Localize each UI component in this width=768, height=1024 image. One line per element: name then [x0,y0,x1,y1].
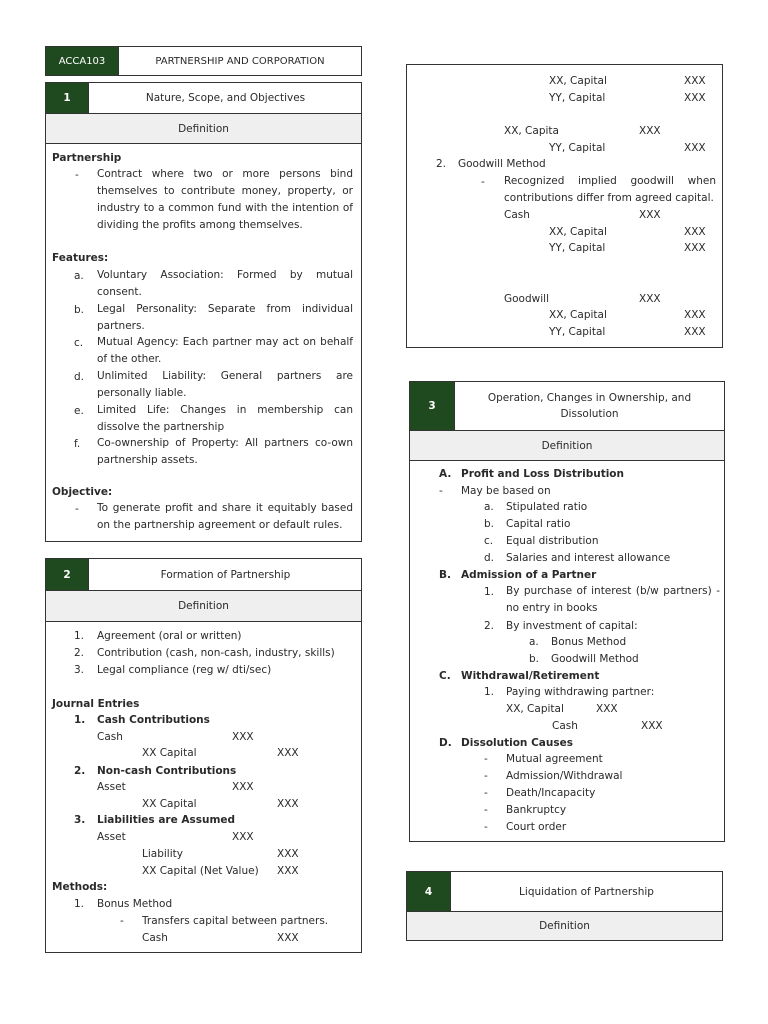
list-marker: b. [529,653,540,665]
journal-account: XX Capital [142,747,197,759]
profit-loss-sub: May be based on [461,485,551,497]
dash-marker: - [75,169,79,181]
list-marker: 1. [74,898,85,910]
journal-amount: XXX [277,747,299,759]
liabilities-heading: Liabilities are Assumed [97,814,236,826]
journal-account: Cash [142,932,168,944]
dash-marker: - [484,753,488,765]
list-marker: D. [439,737,452,749]
definition-header: Definition [46,113,361,144]
dash-marker: - [120,915,124,927]
distribution-item: Stipulated ratio [506,501,588,513]
list-marker: c. [484,535,494,547]
journal-amount: XXX [277,865,299,877]
journal-amount: XXX [684,242,706,254]
definition-header: Definition [46,590,361,622]
methods-continuation [406,64,723,348]
feature-item: Unlimited Liability: General partners are personally liable. [97,370,353,399]
list-marker: 2. [484,620,495,632]
withdrawal-item: Paying withdrawing partner: [506,686,655,698]
objective-text: To generate profit and share it equitably based on the partnership agreement or default rules. [97,502,353,531]
bonus-method: Bonus Method [97,898,173,910]
list-marker: c. [74,337,84,349]
section-2 [45,558,362,953]
journal-account: XX Capital (Net Value) [142,865,259,877]
list-marker: e. [74,405,84,417]
list-marker: d. [484,552,495,564]
journal-account: XX, Capital [506,703,564,715]
list-marker: a. [529,636,539,648]
list-marker: 1. [484,686,495,698]
course-code: ACCA103 [46,47,118,75]
journal-amount: XXX [684,75,706,87]
goodwill-method: Goodwill Method [458,158,546,170]
admission-bonus: Bonus Method [551,636,627,648]
journal-account: Liability [142,848,183,860]
list-marker: b. [484,518,495,530]
feature-item: Mutual Agency: Each partner may act on behalf of the other. [97,336,353,365]
list-marker: d. [74,371,85,383]
journal-amount: XXX [639,293,661,305]
noncash-heading: Non-cash Contributions [97,765,237,777]
feature-item: Voluntary Association: Formed by mutual consent. [97,269,353,298]
journal-amount: XXX [684,142,706,154]
journal-amount: XXX [232,781,254,793]
journal-amount: XXX [684,92,706,104]
journal-account: XX Capital [142,798,197,810]
journal-account: Cash [552,720,578,732]
journal-amount: XXX [596,703,618,715]
dash-marker: - [484,787,488,799]
journal-account: Asset [97,831,126,843]
section-title: Operation, Changes in Ownership, and Dissolution [454,382,724,430]
section-1 [45,82,362,542]
list-marker: 3. [74,664,85,676]
journal-account: XX, Capital [549,309,607,321]
journal-account: Asset [97,781,126,793]
dash-marker: - [484,821,488,833]
definition-header: Definition [410,430,724,461]
profit-loss-heading: Profit and Loss Distribution [461,468,624,480]
list-marker: 1. [74,630,85,642]
section-title: Formation of Partnership [88,559,362,590]
journal-amount: XXX [684,226,706,238]
list-marker: 1. [484,586,495,598]
feature-item: Co-ownership of Property: All partners co-own partnership assets. [97,437,353,466]
journal-amount: XXX [684,309,706,321]
journal-amount: XXX [232,831,254,843]
journal-account: XX, Capital [549,75,607,87]
list-marker: A. [439,468,452,480]
dissolution-item: Court order [506,821,567,833]
journal-amount: XXX [232,731,254,743]
course-header [45,46,362,76]
journal-amount: XXX [639,125,661,137]
list-marker: 3. [74,814,86,826]
course-title: PARTNERSHIP AND CORPORATION [118,47,361,75]
dash-marker: - [481,176,485,188]
dash-marker: - [439,485,443,497]
journal-account: YY, Capital [549,326,606,338]
list-marker: 1. [74,714,86,726]
formation-item: Agreement (oral or written) [97,630,242,642]
journal-amount: XXX [277,848,299,860]
journal-account: XX, Capital [549,226,607,238]
journal-amount: XXX [641,720,663,732]
dissolution-item: Death/Incapacity [506,787,596,799]
journal-amount: XXX [277,798,299,810]
journal-account: Cash [504,209,530,221]
dash-marker: - [484,804,488,816]
definition-header: Definition [407,911,722,940]
features-heading: Features: [52,252,109,264]
dash-marker: - [484,770,488,782]
list-marker: B. [439,569,451,581]
admission-investment: By investment of capital: [506,620,638,632]
partnership-heading: Partnership [52,152,122,164]
goodwill-text: Recognized implied goodwill when contributions differ from agreed capital. [504,175,716,204]
formation-item: Legal compliance (reg w/ dti/sec) [97,664,272,676]
dissolution-item: Admission/Withdrawal [506,770,623,782]
section-title: Nature, Scope, and Objectives [88,83,362,113]
section-title: Liquidation of Partnership [450,872,722,911]
section-4 [406,871,723,941]
distribution-item: Equal distribution [506,535,599,547]
partnership-text: Contract where two or more persons bind themselves to contribute money, property, or industry to a common fund with the intention of dividing the profits among themselves. [97,168,353,231]
list-marker: 2. [74,647,85,659]
section-number: 2 [46,559,88,590]
admission-purchase: By purchase of interest (b/w partners) - no entry in books [506,585,720,614]
dissolution-item: Bankruptcy [506,804,567,816]
journal-account: YY, Capital [549,92,606,104]
journal-amount: XXX [639,209,661,221]
admission-goodwill: Goodwill Method [551,653,639,665]
journal-account: Goodwill [504,293,549,305]
feature-item: Limited Life: Changes in membership can dissolve the partnership [97,404,353,433]
list-marker: b. [74,304,85,316]
dissolution-item: Mutual agreement [506,753,603,765]
formation-item: Contribution (cash, non-cash, industry, skills) [97,647,335,659]
withdrawal-heading: Withdrawal/Retirement [461,670,600,682]
list-marker: f. [74,438,81,450]
section-number: 1 [46,83,88,113]
journal-account: YY, Capital [549,142,606,154]
list-marker: 2. [436,158,447,170]
journal-account: YY, Capital [549,242,606,254]
journal-account: XX, Capita [504,125,559,137]
list-marker: 2. [74,765,86,777]
list-marker: a. [74,270,84,282]
section-3 [409,381,725,842]
admission-heading: Admission of a Partner [461,569,597,581]
dissolution-heading: Dissolution Causes [461,737,573,749]
journal-amount: XXX [277,932,299,944]
section-number: 3 [410,382,454,430]
methods-heading: Methods: [52,881,108,893]
distribution-item: Capital ratio [506,518,571,530]
dash-marker: - [75,503,79,515]
journal-heading: Journal Entries [52,698,140,710]
section-number: 4 [407,872,450,911]
list-marker: C. [439,670,451,682]
distribution-item: Salaries and interest allowance [506,552,671,564]
journal-amount: XXX [684,326,706,338]
cash-contrib-heading: Cash Contributions [97,714,210,726]
list-marker: a. [484,501,494,513]
bonus-text: Transfers capital between partners. [142,915,329,927]
feature-item: Legal Personality: Separate from individual partners. [97,303,353,332]
objective-heading: Objective: [52,486,113,498]
journal-account: Cash [97,731,123,743]
